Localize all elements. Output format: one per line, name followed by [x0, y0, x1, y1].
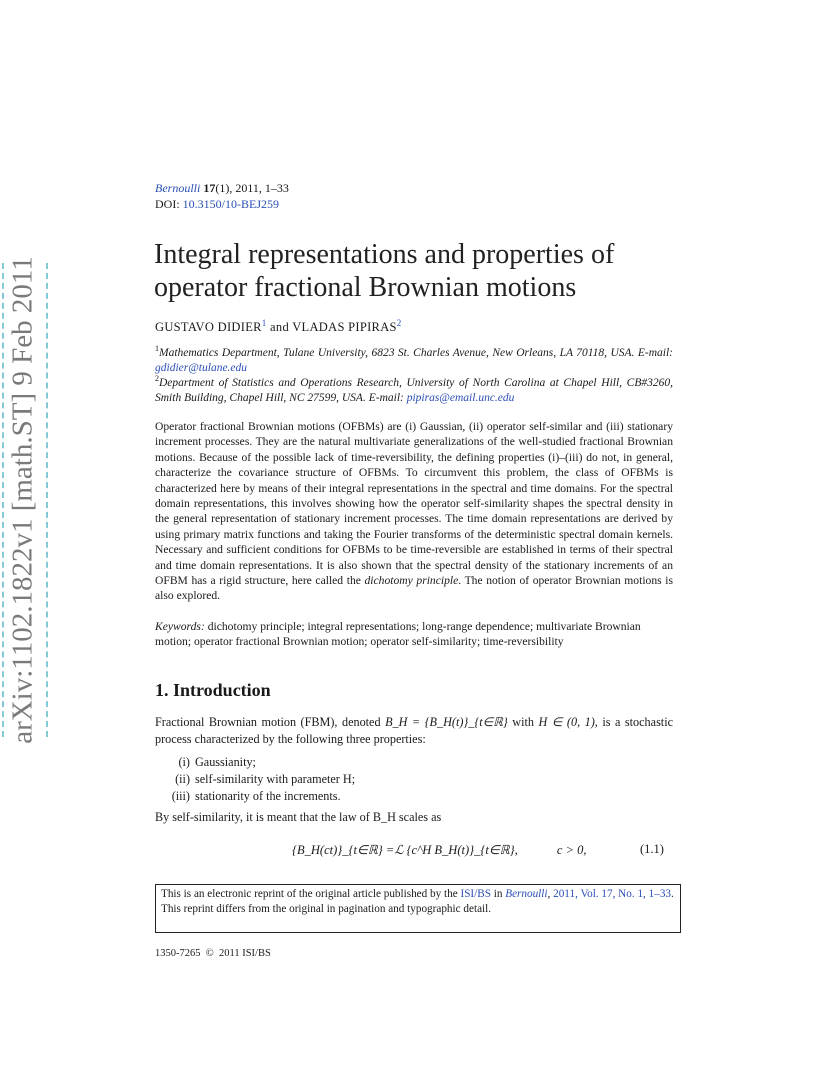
- list-item-text: Gaussianity;: [195, 755, 256, 769]
- list-item: [166, 754, 355, 771]
- abstract-tail: . The notion of operator Brownian motions is also explored.: [155, 574, 673, 603]
- journal-volume: 17: [203, 181, 216, 195]
- reprint-journal-link[interactable]: Bernoulli: [505, 888, 548, 900]
- reprint-pre: This is an electronic reprint of the original article published by the: [161, 888, 461, 900]
- equation-body: {B_H(ct)}_{t∈ℝ} =ℒ {c^H B_H(t)}_{t∈ℝ},: [292, 843, 518, 857]
- authors: [155, 318, 402, 335]
- list-item-text: self-similarity with parameter H;: [195, 772, 356, 786]
- affiliation-1-mark: 1: [155, 344, 159, 353]
- intro-paragraph: [155, 714, 673, 748]
- author-1: GUSTAVO DIDIER: [155, 320, 262, 335]
- list-item: [166, 788, 355, 805]
- reprint-isi-link[interactable]: ISI/BS: [460, 888, 491, 900]
- intro-p1-end: , is a stochastic process characterized by the following three properties:: [155, 715, 673, 746]
- section-title: Introduction: [173, 680, 271, 700]
- reprint-notice: [155, 884, 681, 933]
- affiliation-2-mark: 2: [155, 374, 159, 383]
- footer-copyright: 2011 ISI/BS: [218, 948, 271, 959]
- intro-p1-math2: H ∈ (0, 1): [538, 715, 595, 729]
- arxiv-identifier: arXiv:1102.1822v1 [math.ST] 9 Feb 2011: [6, 256, 39, 744]
- section-heading: [155, 680, 271, 701]
- reprint-post: . This reprint differs from the original in pagination and typographic detail.: [161, 888, 674, 915]
- abstract-text: Operator fractional Brownian motions (OFBMs) are (i) Gaussian, (ii) operator self-similar and (iii) stationary increment processes. They are the natural multivariate generalizations of the well-studied fractional Brownian motions. Because of the possible lack of time-reversibility, the defining properties (i)–(iii) do not, in general, characterize the covariance structure of OFBMs. To circumvent this problem, the class of OFBMs is characterized here by means of their integral representations in the spectral and time domains. For the spectral domain representations, this involves showing how the operator self-similarity shapes the spectral density in the general representation of stationary increment processes. The time domain representations are derived by using primary matrix functions and taking the Fourier transforms of the deterministic spectral domain kernels. Necessary and sufficient conditions for OFBMs to be time-reversible are established in terms of their spectral and time domain representations. It is also shown that the spectral density of the stationary increments of an OFBM has a rigid structure, here called the: [155, 420, 673, 588]
- doi-label: DOI:: [155, 197, 180, 211]
- list-item-number: (i): [178, 755, 190, 769]
- list-item-number: (ii): [175, 772, 190, 786]
- equation-condition: c > 0,: [556, 843, 587, 857]
- properties-list: [166, 754, 355, 805]
- authors-conjunction: and: [270, 320, 289, 335]
- equation-1-1: [292, 842, 587, 858]
- reprint-comma: ,: [547, 888, 551, 900]
- reprint-citation-link[interactable]: 2011, Vol. 17, No. 1, 1–33: [553, 888, 672, 900]
- doi-link[interactable]: 10.3150/10-BEJ259: [182, 197, 280, 211]
- author-2: VLADAS PIPIRAS: [292, 320, 397, 335]
- author-2-affil-mark[interactable]: 2: [396, 318, 402, 328]
- journal-name-link[interactable]: Bernoulli: [155, 181, 201, 195]
- list-item-text: stationarity of the increments.: [195, 789, 341, 803]
- list-item: [166, 771, 355, 788]
- page-footer: [155, 948, 271, 959]
- footer-issn: 1350-7265: [155, 948, 201, 959]
- affiliation-1-text: Mathematics Department, Tulane University, 6823 St. Charles Avenue, New Orleans, LA 70118, USA. E-mail:: [159, 346, 673, 359]
- title-line-2: operator fractional Brownian motions: [154, 272, 577, 303]
- intro-p1-mid: with: [507, 715, 539, 729]
- reprint-in: in: [490, 888, 506, 900]
- copyright-icon: ©: [205, 948, 214, 959]
- title-line-1: Integral representations and properties of: [154, 239, 615, 270]
- affiliation-2: [155, 371, 673, 406]
- intro-p1-math: B_H = {B_H(t)}_{t∈ℝ}: [385, 715, 508, 729]
- abstract-emphasis: dichotomy principle: [364, 574, 459, 588]
- keywords: [155, 619, 673, 650]
- list-item-number: (iii): [171, 789, 190, 803]
- intro-p1-start: Fractional Brownian motion (FBM), denoted: [155, 715, 386, 729]
- journal-header: [155, 180, 289, 212]
- abstract: [155, 419, 673, 604]
- affiliation-2-email[interactable]: pipiras@email.unc.edu: [406, 391, 515, 404]
- keywords-label: Keywords:: [155, 620, 205, 633]
- affiliation-2-text: Department of Statistics and Operations Research, University of North Carolina at Chapel Hill, CB#3260, Smith Building, Chapel Hill, NC 27599, USA. E-mail:: [155, 376, 673, 404]
- author-1-affil-mark[interactable]: 1: [261, 318, 267, 328]
- affiliation-1-email[interactable]: gdidier@tulane.edu: [155, 361, 248, 374]
- paper-title: [154, 238, 694, 304]
- section-number: 1.: [155, 680, 169, 700]
- equation-number: (1.1): [640, 842, 664, 856]
- self-similarity-sentence: By self-similarity, it is meant that the law of B_H scales as: [155, 810, 442, 824]
- keywords-text: dichotomy principle; integral representations; long-range dependence; multivariate Brownian motion; operator fractional Brownian motion; operator self-similarity; time-reversibility: [155, 620, 641, 649]
- journal-issue: (1), 2011, 1–33: [215, 181, 289, 195]
